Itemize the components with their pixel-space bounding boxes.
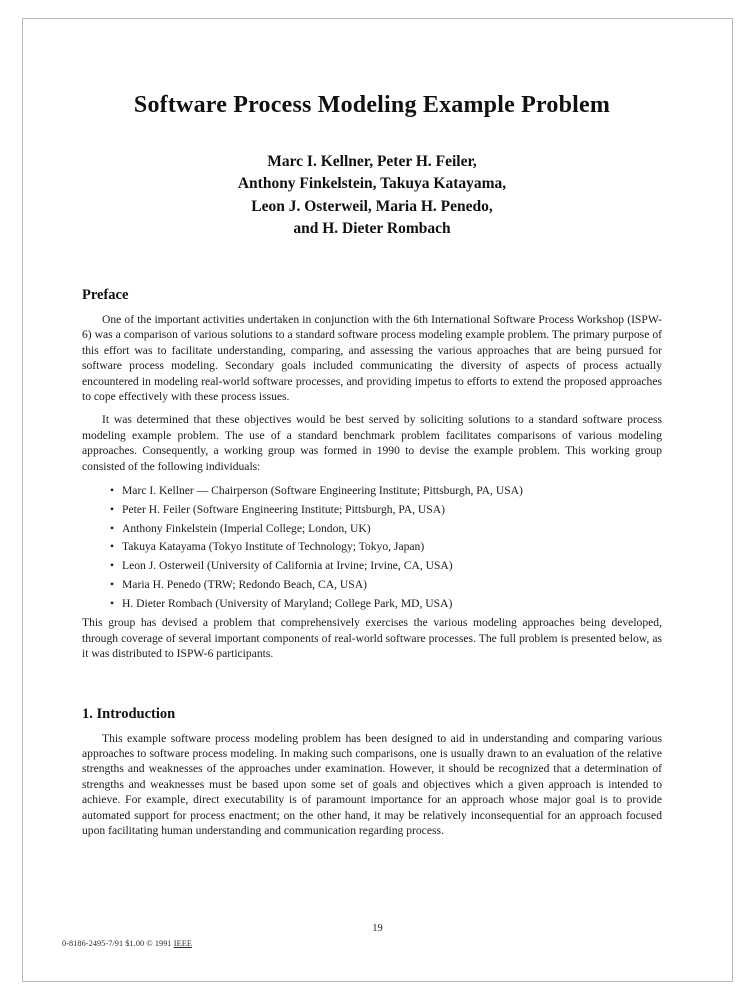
list-item: • Anthony Finkelstein (Imperial College; London, UK): [82, 520, 662, 539]
working-group-list: [82, 482, 662, 613]
preface-paragraph: It was determined that these objectives would be best served by soliciting solutions to a standard software process modeling example problem. The use of a standard benchmark problem facilitates comparisons of various modeling approaches. Consequently, a working group was formed in 1990 to devise the example problem. This working group consisted of the following individuals:: [82, 413, 662, 473]
author-line: Leon J. Osterweil, Maria H. Penedo,: [251, 197, 493, 215]
author-line: Anthony Finkelstein, Takuya Katayama,: [237, 175, 507, 193]
author-line: Marc I. Kellner, Peter H. Feiler,: [267, 153, 477, 170]
copyright-text: 0-8186-2495-7/91 $1.00 © 1991: [62, 939, 174, 948]
author-list: [82, 151, 662, 241]
list-item: • Marc I. Kellner — Chairperson (Software Engineering Institute; Pittsburgh, PA, USA): [82, 482, 662, 501]
copyright-org: IEEE: [173, 939, 192, 948]
preface-paragraph: One of the important activities undertaken in conjunction with the 6th International Software Process Workshop (ISPW-6) was a comparison of various solutions to a standard software process modeling example problem. The primary purpose of this effort was to facilitate understanding, comparing, and assessing the various approaches that are being pursued for software process modeling. Secondary goals included communicating the diversity of aspects of process actually encountered in modeling real-world software processes, and providing impetus to efforts to extend the proposed approaches to cope effectively with these process issues.: [82, 312, 662, 403]
list-item: • H. Dieter Rombach (University of Maryland; College Park, MD, USA): [82, 595, 662, 614]
page-content: [82, 78, 662, 846]
section-heading-preface: Preface: [82, 286, 129, 303]
copyright-notice: [62, 939, 192, 948]
list-item: • Peter H. Feiler (Software Engineering Institute; Pittsburgh, PA, USA): [82, 501, 662, 520]
list-item: • Takuya Katayama (Tokyo Institute of Technology; Tokyo, Japan): [82, 538, 662, 557]
author-line: and H. Dieter Rombach: [293, 220, 451, 238]
section-heading-introduction: 1. Introduction: [82, 705, 176, 722]
page-title: Software Process Modeling Example Problem: [133, 92, 611, 118]
introduction-paragraph: This example software process modeling problem has been designed to aid in understanding and comparing various approaches to software process modeling. In making such comparisons, one is usually drawn to an evaluation of the relative strengths and weaknesses of the approaches under examination. However, it should be recognized that a determination of strengths and weaknesses must be based upon some set of goals and objectives which a given approach is intended to achieve. For example, direct executability is of paramount importance for an approach whose major goal is to provide automated support for process enactment; on the other hand, it may be relatively inconsequential for an approach focused upon facilitating human understanding and communication regarding process.: [82, 731, 662, 838]
page-number: 19: [372, 923, 383, 934]
preface-closing-paragraph: This group has devised a problem that comprehensively exercises the various modeling approaches being developed, through coverage of several important components of real-world software processes. The full problem is presented below, as it was distributed to ISPW-6 participants.: [82, 616, 662, 661]
list-item: • Maria H. Penedo (TRW; Redondo Beach, CA, USA): [82, 576, 662, 595]
list-item: • Leon J. Osterweil (University of California at Irvine; Irvine, CA, USA): [82, 557, 662, 576]
